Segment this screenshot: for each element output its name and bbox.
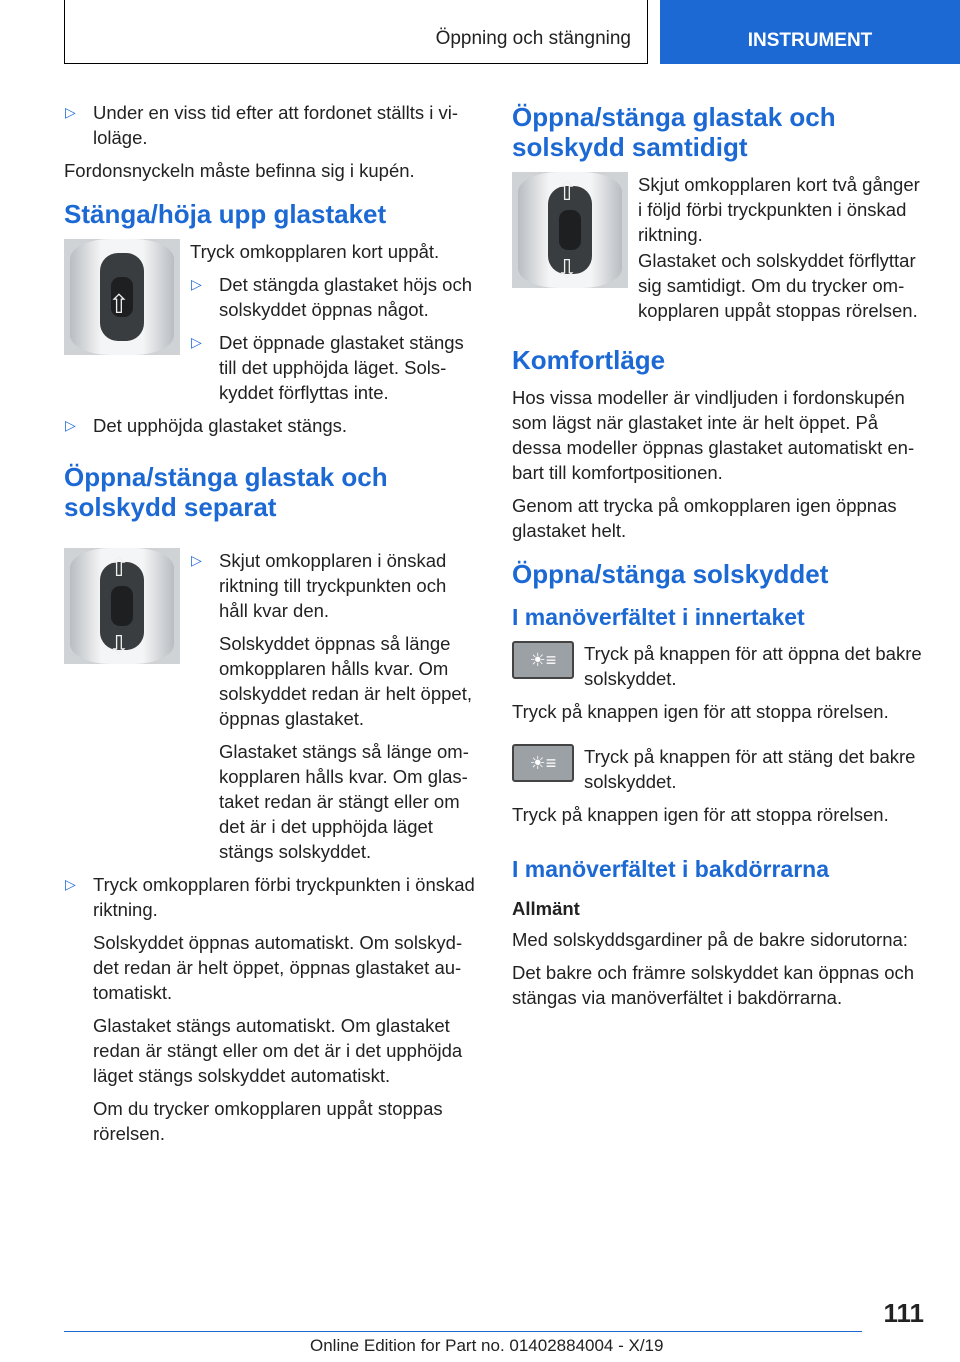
header-section-box — [64, 0, 648, 64]
list-item: ▷ Det upphöjda glastaket stängs. — [65, 415, 348, 436]
footer-divider — [64, 1331, 862, 1332]
paragraph: Med solskyddsgardiner på de bakre sidorutorna: — [512, 929, 908, 950]
roof-switch-up-down-illustration-icon: ⇧ ⇩ — [512, 172, 628, 288]
paragraph: Det bakre och främre solskyddet kan öppnas och stängas via manöverfältet i bakdörrarna. — [512, 962, 915, 1008]
sunshade-button-illustration-icon: ☀≡ — [512, 744, 574, 782]
figure-sunshade-open — [512, 641, 926, 699]
section-heading-separate: Öppna/stänga glastak och solskydd separat — [64, 462, 388, 522]
list-item: ▷ Tryck omkopplaren förbi tryckpunkten i önskad riktning. — [65, 874, 475, 920]
paragraph: Fordonsnyckeln måste befinna sig i kupén. — [64, 160, 415, 181]
roof-switch-up-illustration-icon: ⇧ — [64, 239, 180, 355]
header-section-title: Öppning och stängning — [435, 28, 631, 49]
list-item: ▷ Skjut omkopplaren i önskad riktning till tryckpunkten och håll kvar den. — [191, 550, 447, 621]
left-column — [64, 100, 478, 1154]
paragraph: Tryck omkopplaren kort uppåt. — [190, 241, 440, 262]
bullet-triangle-icon: ▷ — [191, 276, 202, 292]
list-item: ▷ Det stängda glastaket höjs och solskyddet öppnas något. — [191, 274, 472, 320]
bullet-triangle-icon: ▷ — [191, 552, 202, 568]
subheading-general: Allmänt — [512, 898, 580, 919]
sunshade-button-illustration-icon: ☀≡ — [512, 641, 574, 679]
section-heading-sunshade: Öppna/stänga solskyddet — [512, 559, 829, 589]
bullet-triangle-icon: ▷ — [65, 876, 76, 892]
list-item: ▷ Under en viss tid efter att fordonet ställts i viloläge. — [65, 102, 459, 148]
right-column — [512, 100, 926, 1018]
bullet-triangle-icon: ▷ — [65, 104, 76, 120]
footer-edition: Online Edition for Part no. 01402884004 - X/19 — [310, 1336, 664, 1355]
paragraph: Tryck på knappen igen för att stoppa rörelsen. — [512, 804, 889, 825]
section-heading-close-raise: Stänga/höja upp glastaket — [64, 199, 387, 229]
figure-close-raise — [64, 239, 478, 413]
paragraph: Solskyddet öppnas automatiskt. Om solskyddet redan är helt öppet, öppnas glastaket automatiskt. — [93, 932, 463, 1003]
subheading-rear-doors: I manöverfältet i bakdörrarna — [512, 856, 829, 882]
paragraph: Tryck på knappen för att öppna det bakre solskyddet. — [584, 643, 922, 689]
figure-separate — [64, 532, 478, 872]
section-heading-comfort: Komfortläge — [512, 345, 666, 375]
paragraph: Tryck på knappen igen för att stoppa rörelsen. — [512, 701, 889, 722]
paragraph: Genom att trycka på omkopplaren igen öppnas glastaket helt. — [512, 495, 897, 541]
bullet-triangle-icon: ▷ — [191, 334, 202, 350]
paragraph: Om du trycker omkopplaren uppåt stoppas rörelsen. — [93, 1098, 443, 1144]
paragraph: Glastaket stängs automatiskt. Om glastaket redan är stängt eller om det är i det upphöjda läget stängs solskyddet automatiskt. — [93, 1015, 463, 1086]
paragraph: Tryck på knappen för att stäng det bakre solskyddet. — [584, 746, 916, 792]
list-item: ▷ Det öppnade glastaket stängs till det upphöjda läget. Solskyddet förflyttas inte. — [191, 332, 464, 403]
bullet-triangle-icon: ▷ — [65, 417, 76, 433]
section-heading-simultaneous: Öppna/stänga glastak och solskydd samtidigt — [512, 102, 836, 162]
paragraph: Skjut omkopplaren kort två gånger i följd förbi tryckpunkten i önskad riktning. — [638, 174, 920, 245]
roof-switch-up-down-illustration-icon: ⇧ ⇩ — [64, 548, 180, 664]
subheading-inner-roof: I manöverfältet i innertaket — [512, 604, 805, 630]
page-header — [0, 0, 960, 70]
paragraph: Glastaket stängs så länge omkopplaren hålls kvar. Om glastaket redan är stängt eller om det är i det upphöjda läget stängs solskyddet. — [219, 741, 469, 862]
paragraph: Hos vissa modeller är vindljuden i fordonskupén som lägst när glastaket inte är helt öppet. På dessa modeller öppnas glastaket automatiskt enbart till komfortpositionen. — [512, 387, 915, 483]
paragraph: Glastaket och solskyddet förflyttar sig samtidigt. Om du trycker omkopplaren uppåt stoppas rörelsen. — [638, 250, 918, 321]
figure-sunshade-close — [512, 744, 926, 802]
paragraph: Solskyddet öppnas så länge omkopplaren hålls kvar. Om solskyddet redan är helt öppet, öppnas glastaket. — [219, 633, 472, 729]
page-number: 111 — [883, 1298, 924, 1328]
header-chapter-tab: INSTRUMENT — [660, 0, 960, 64]
